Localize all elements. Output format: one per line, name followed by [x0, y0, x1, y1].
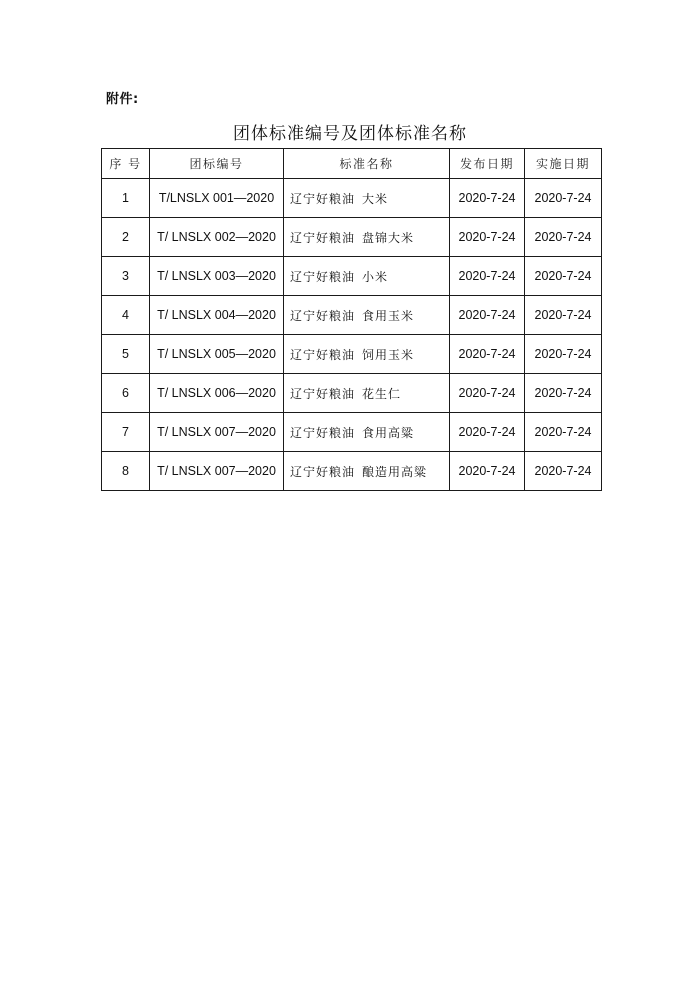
cell-name [284, 179, 450, 218]
name-prefix: 辽宁好粮油 [290, 464, 356, 479]
name-prefix: 辽宁好粮油 [290, 425, 356, 440]
cell-code: T/ LNSLX 003—2020 [150, 257, 284, 296]
standards-table [101, 148, 602, 491]
cell-seq: 7 [102, 413, 150, 452]
name-product: 食用玉米 [362, 308, 415, 323]
cell-seq: 4 [102, 296, 150, 335]
cell-seq: 3 [102, 257, 150, 296]
table-row [102, 374, 602, 413]
cell-publish-date: 2020-7-24 [450, 179, 525, 218]
name-prefix: 辽宁好粮油 [290, 191, 356, 206]
cell-code: T/ LNSLX 004—2020 [150, 296, 284, 335]
cell-code: T/ LNSLX 002—2020 [150, 218, 284, 257]
cell-code: T/ LNSLX 005—2020 [150, 335, 284, 374]
cell-code: T/ LNSLX 006—2020 [150, 374, 284, 413]
cell-publish-date: 2020-7-24 [450, 335, 525, 374]
cell-seq: 2 [102, 218, 150, 257]
table-row [102, 257, 602, 296]
cell-effective-date: 2020-7-24 [525, 257, 602, 296]
name-prefix: 辽宁好粮油 [290, 230, 356, 245]
cell-publish-date: 2020-7-24 [450, 257, 525, 296]
cell-seq: 8 [102, 452, 150, 491]
header-effective-date: 实施日期 [525, 149, 602, 179]
cell-publish-date: 2020-7-24 [450, 296, 525, 335]
cell-effective-date: 2020-7-24 [525, 296, 602, 335]
cell-name [284, 335, 450, 374]
name-product: 酿造用高粱 [362, 464, 428, 479]
attachment-label: 附件: [106, 92, 139, 107]
name-prefix: 辽宁好粮油 [290, 269, 356, 284]
cell-name [284, 374, 450, 413]
cell-effective-date: 2020-7-24 [525, 452, 602, 491]
name-prefix: 辽宁好粮油 [290, 308, 356, 323]
cell-seq: 5 [102, 335, 150, 374]
name-product: 小米 [362, 269, 389, 284]
name-product: 饲用玉米 [362, 347, 415, 362]
cell-code: T/ LNSLX 007—2020 [150, 413, 284, 452]
header-publish-date: 发布日期 [450, 149, 525, 179]
cell-seq: 1 [102, 179, 150, 218]
cell-effective-date: 2020-7-24 [525, 335, 602, 374]
table-header-row [102, 149, 602, 179]
cell-effective-date: 2020-7-24 [525, 413, 602, 452]
name-product: 大米 [362, 191, 389, 206]
cell-name [284, 413, 450, 452]
cell-publish-date: 2020-7-24 [450, 218, 525, 257]
header-name: 标准名称 [284, 149, 450, 179]
name-product: 盘锦大米 [362, 230, 415, 245]
cell-seq: 6 [102, 374, 150, 413]
cell-effective-date: 2020-7-24 [525, 179, 602, 218]
name-product: 食用高粱 [362, 425, 415, 440]
name-product: 花生仁 [362, 386, 402, 401]
name-prefix: 辽宁好粮油 [290, 347, 356, 362]
cell-name [284, 218, 450, 257]
cell-effective-date: 2020-7-24 [525, 218, 602, 257]
cell-publish-date: 2020-7-24 [450, 374, 525, 413]
cell-code: T/LNSLX 001—2020 [150, 179, 284, 218]
cell-name [284, 452, 450, 491]
cell-name [284, 257, 450, 296]
document-title: 团体标准编号及团体标准名称 [233, 124, 467, 144]
table-row [102, 452, 602, 491]
cell-code: T/ LNSLX 007—2020 [150, 452, 284, 491]
table-row [102, 218, 602, 257]
cell-publish-date: 2020-7-24 [450, 413, 525, 452]
table-row [102, 335, 602, 374]
cell-publish-date: 2020-7-24 [450, 452, 525, 491]
table-row [102, 296, 602, 335]
table-row [102, 413, 602, 452]
table-row [102, 179, 602, 218]
cell-name [284, 296, 450, 335]
header-code: 团标编号 [150, 149, 284, 179]
cell-effective-date: 2020-7-24 [525, 374, 602, 413]
name-prefix: 辽宁好粮油 [290, 386, 356, 401]
header-seq: 序 号 [102, 149, 150, 179]
